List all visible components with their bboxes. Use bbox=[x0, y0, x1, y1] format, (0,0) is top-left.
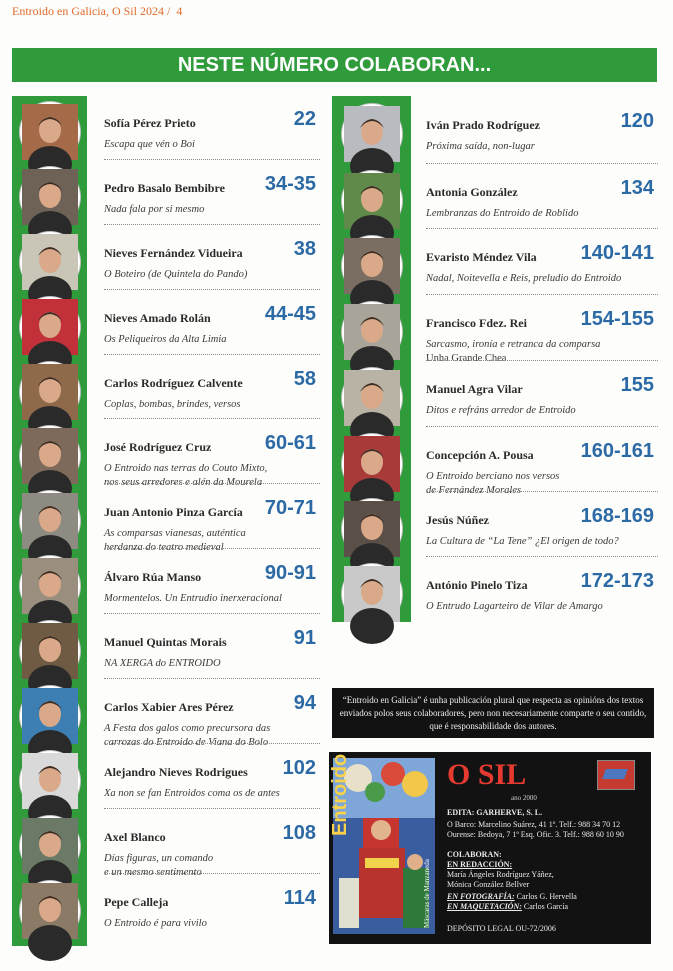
article-title-line: carrozas do Entroido de Viana do Bolo bbox=[104, 737, 269, 748]
dotted-separator bbox=[104, 483, 320, 484]
dotted-separator bbox=[104, 613, 320, 614]
contributor-avatar bbox=[342, 564, 402, 624]
contributor-avatar bbox=[342, 104, 402, 164]
article-title-line: La Cultura de “La Tene” ¿El origen de todo? bbox=[426, 536, 619, 547]
right_column-entry bbox=[350, 430, 656, 494]
dotted-separator bbox=[426, 556, 658, 557]
article-title bbox=[104, 268, 247, 282]
article-title bbox=[426, 140, 535, 154]
article-title bbox=[426, 338, 600, 366]
fotografia-name: Carlos G. Hervella bbox=[516, 892, 577, 901]
page-reference: 155 bbox=[620, 374, 654, 396]
article-title-line: de Fernández Morales bbox=[426, 485, 522, 496]
deposito-legal: DEPÓSITO LEGAL OU-72/2006 bbox=[447, 924, 556, 933]
right_column-entry bbox=[350, 100, 656, 164]
contributor-avatar bbox=[20, 297, 80, 357]
contributor-avatar bbox=[342, 236, 402, 296]
article-title bbox=[426, 207, 578, 221]
left_column-entry bbox=[28, 617, 320, 681]
edita-line: EDITA: GARHERVE, S. L. bbox=[447, 808, 543, 817]
contributor-avatar bbox=[342, 434, 402, 494]
colaboran-heading: COLABORAN: bbox=[447, 850, 502, 859]
contributor-name: Sofía Pérez Prieto bbox=[104, 116, 196, 130]
left_column-entry bbox=[28, 163, 320, 227]
dotted-separator bbox=[104, 678, 320, 679]
contributor-name: Nieves Amado Rolán bbox=[104, 311, 211, 325]
page-reference: 140-141 bbox=[580, 242, 654, 264]
contributors-banner: NESTE NÚMERO COLABORAN... bbox=[12, 48, 657, 82]
article-title-line: O Entroido berciano nos versos bbox=[426, 471, 560, 482]
page-reference: 168-169 bbox=[580, 505, 654, 527]
left_column-entry bbox=[28, 747, 320, 811]
redaccion-label: EN REDACCIÓN: bbox=[447, 860, 513, 869]
article-title-line: A Festa dos galos como precursora das bbox=[104, 723, 271, 734]
dotted-separator bbox=[104, 159, 320, 160]
right_column-entry bbox=[350, 167, 656, 231]
contributor-name: José Rodríguez Cruz bbox=[104, 440, 212, 454]
article-title-line: Unha Grande Chea bbox=[426, 353, 507, 364]
page-reference: 134 bbox=[620, 177, 654, 199]
left_column-entry bbox=[28, 293, 320, 357]
contributor-name: Manuel Quintas Morais bbox=[104, 635, 227, 649]
article-title-line: O Entroido é para vivilo bbox=[104, 918, 207, 929]
contributor-name: Carlos Rodríguez Calvente bbox=[104, 376, 243, 390]
page-reference: 102 bbox=[282, 757, 316, 779]
cover-title: Entroido bbox=[329, 753, 351, 836]
page-reference: 38 bbox=[293, 238, 316, 260]
dotted-separator bbox=[426, 228, 658, 229]
contributor-name: Manuel Agra Vilar bbox=[426, 382, 523, 396]
contributor-name: Álvaro Rúa Manso bbox=[104, 570, 202, 584]
article-title bbox=[104, 138, 195, 152]
article-title bbox=[104, 722, 270, 750]
contributor-name: Pepe Calleja bbox=[104, 895, 169, 909]
dotted-separator bbox=[104, 418, 320, 419]
article-title-line: Xa non se fan Entroidos coma os de antes bbox=[104, 788, 280, 799]
dotted-separator bbox=[104, 808, 320, 809]
page-number: 4 bbox=[176, 4, 183, 18]
article-title-line: Mormentelos. Un Entrudio inerxeracional bbox=[104, 593, 282, 604]
contributor-avatar bbox=[20, 426, 80, 486]
contributor-name: Nieves Fernández Vidueira bbox=[104, 246, 243, 260]
page-reference: 172-173 bbox=[580, 570, 654, 592]
redaccion-line1: María Ángeles Rodríguez Yáñez, bbox=[447, 870, 554, 879]
dotted-separator bbox=[426, 360, 658, 361]
page-reference: 91 bbox=[293, 627, 316, 649]
dotted-separator bbox=[426, 491, 658, 492]
contributor-avatar bbox=[20, 102, 80, 162]
article-title bbox=[426, 600, 603, 614]
address-ourense: Ourense: Bedoya, 7 1º Esq. Ofic. 3. Telf.: 988 60 10 90 bbox=[447, 830, 624, 839]
article-title-line: Próxima saída, non-lugar bbox=[426, 141, 535, 152]
right_column-entry bbox=[350, 495, 656, 559]
running-header: Entroido en Galicia, O Sil 2024 / 4 bbox=[12, 4, 183, 18]
article-title bbox=[104, 333, 227, 347]
right_column-entry bbox=[350, 232, 656, 296]
cover-image bbox=[329, 753, 435, 934]
disclaimer-text: “Entroido en Galicia” é unha publicación plural que respecta as opinións dos textos enviados polos seus colaboradores, pero non necesariamente comparte o seu contido, que é responsabilidade dos autores. bbox=[339, 694, 647, 731]
page-reference: 60-61 bbox=[264, 432, 316, 454]
article-title-line: Sarcasmo, ironía e retranca da comparsa bbox=[426, 339, 601, 350]
left_column-entry bbox=[28, 812, 320, 876]
fotografia-line bbox=[447, 892, 577, 902]
article-title bbox=[426, 535, 619, 549]
article-title-line: Os Peliqueiros da Alta Limia bbox=[104, 334, 227, 345]
dotted-separator bbox=[104, 743, 320, 744]
left_column-entry bbox=[28, 487, 320, 551]
page-reference: 34-35 bbox=[264, 173, 316, 195]
page-reference: 120 bbox=[620, 110, 654, 132]
dotted-separator bbox=[426, 426, 658, 427]
article-title bbox=[104, 592, 282, 606]
page-reference: 94 bbox=[293, 692, 316, 714]
masthead bbox=[329, 752, 651, 944]
page-reference: 90-91 bbox=[264, 562, 316, 584]
article-title-line: e un mesmo sentimento bbox=[104, 867, 202, 878]
dotted-separator bbox=[426, 294, 658, 295]
article-title-line: Escapa que vén o Boi bbox=[104, 139, 195, 150]
article-title bbox=[104, 917, 207, 931]
article-title bbox=[104, 787, 280, 801]
article-title-line: Ditos e refráns arredor de Entroido bbox=[426, 405, 576, 416]
left_column-entry bbox=[28, 877, 320, 941]
contributor-avatar bbox=[20, 167, 80, 227]
maquetacion-line bbox=[447, 902, 568, 912]
contributor-name: Alejandro Nieves Rodrigues bbox=[104, 765, 248, 779]
left_column-entry bbox=[28, 358, 320, 422]
left_column-entry bbox=[28, 228, 320, 292]
article-title-line: Días figuras, un comando bbox=[104, 853, 214, 864]
article-title bbox=[104, 657, 221, 671]
article-title bbox=[426, 272, 621, 286]
contributor-avatar bbox=[20, 881, 80, 941]
page-reference: 22 bbox=[293, 108, 316, 130]
contributor-avatar bbox=[20, 816, 80, 876]
dotted-separator bbox=[104, 354, 320, 355]
dotted-separator bbox=[426, 163, 658, 164]
cover-subtitle: Máscaras de Manzaneda bbox=[423, 859, 431, 928]
left_column-entry bbox=[28, 422, 320, 486]
article-title-line: NA XERGA do ENTROIDO bbox=[104, 658, 221, 669]
article-title-line: Lembranzas do Entroido de Roblido bbox=[426, 208, 579, 219]
article-title-line: As comparsas vianesas, auténtica bbox=[104, 528, 246, 539]
contributor-avatar bbox=[20, 362, 80, 422]
contributor-name: Francisco Fdez. Rei bbox=[426, 316, 527, 330]
article-title bbox=[426, 470, 559, 498]
contributor-name: Juan Antonio Pinza García bbox=[104, 505, 243, 519]
page-reference: 70-71 bbox=[264, 497, 316, 519]
contributor-name: Pedro Basalo Bembibre bbox=[104, 181, 225, 195]
contributor-avatar bbox=[20, 621, 80, 681]
contributor-name: Axel Blanco bbox=[104, 830, 166, 844]
article-title bbox=[104, 203, 204, 217]
article-title-line: O Boteiro (de Quintela do Pando) bbox=[104, 269, 248, 280]
contributor-name: Jesús Núñez bbox=[426, 513, 490, 527]
year-label: ano 2000 bbox=[511, 794, 537, 802]
article-title-line: Nadal, Noitevella e Reis, preludio do Entroido bbox=[426, 273, 622, 284]
page-reference: 114 bbox=[283, 887, 316, 909]
article-title bbox=[104, 398, 241, 412]
fotografia-label: EN FOTOGRAFÍA: bbox=[447, 892, 515, 901]
left_column-entry bbox=[28, 98, 320, 162]
right_column-entry bbox=[350, 298, 656, 362]
dotted-separator bbox=[104, 873, 320, 874]
article-title-line: Coplas, bombas, brindes, versos bbox=[104, 399, 241, 410]
disclaimer-box bbox=[332, 688, 654, 738]
contributor-avatar bbox=[342, 302, 402, 362]
right_column-entry bbox=[350, 560, 656, 624]
redaccion-line2: Mónica González Bellver bbox=[447, 880, 530, 889]
page-reference: 154-155 bbox=[580, 308, 654, 330]
article-title bbox=[104, 462, 267, 490]
article-title bbox=[104, 852, 213, 880]
address-barco: O Barco: Marcelino Suárez, 41 1º. Telf.: 988 34 70 12 bbox=[447, 820, 621, 829]
maquetacion-name: Carlos García bbox=[523, 902, 569, 911]
page-reference: 58 bbox=[293, 368, 316, 390]
article-title-line: Nada fala por si mesmo bbox=[104, 204, 205, 215]
contributor-avatar bbox=[20, 686, 80, 746]
article-title-line: O Entrudo Lagarteiro de Vilar de Amargo bbox=[426, 601, 603, 612]
contributor-avatar bbox=[342, 171, 402, 231]
contributor-name: Concepción A. Pousa bbox=[426, 448, 534, 462]
dotted-separator bbox=[104, 548, 320, 549]
contributor-avatar bbox=[20, 751, 80, 811]
article-title bbox=[104, 527, 246, 555]
maquetacion-label: EN MAQUETACIÓN: bbox=[447, 902, 522, 911]
page-reference: 44-45 bbox=[264, 303, 316, 325]
osil-title: O SIL bbox=[447, 758, 527, 791]
contributor-name: Carlos Xabier Ares Pérez bbox=[104, 700, 234, 714]
contributor-avatar bbox=[20, 556, 80, 616]
article-title-line: nos seus arredores e alén da Mourela bbox=[104, 477, 263, 488]
contributor-avatar bbox=[20, 491, 80, 551]
article-title-line: herdanza do teatro medieval bbox=[104, 542, 224, 553]
page-reference: 160-161 bbox=[580, 440, 654, 462]
contributor-avatar bbox=[342, 499, 402, 559]
dotted-separator bbox=[104, 289, 320, 290]
dotted-separator bbox=[104, 224, 320, 225]
right_column-entry bbox=[350, 364, 656, 428]
page-reference: 108 bbox=[282, 822, 316, 844]
contributor-name: Antonia González bbox=[426, 185, 518, 199]
article-title-line: O Entroido nas terras do Couto Mixto, bbox=[104, 463, 268, 474]
contributor-avatar bbox=[342, 368, 402, 428]
contributor-name: António Pinelo Tiza bbox=[426, 578, 528, 592]
article-title bbox=[426, 404, 576, 418]
contributor-avatar bbox=[20, 232, 80, 292]
publication-name: Entroido en Galicia, O Sil 2024 bbox=[12, 4, 164, 18]
publisher-logo-icon bbox=[597, 760, 635, 790]
contributor-name: Iván Prado Rodríguez bbox=[426, 118, 540, 132]
left_column-entry bbox=[28, 682, 320, 746]
contributor-name: Evaristo Méndez Vila bbox=[426, 250, 537, 264]
left_column-entry bbox=[28, 552, 320, 616]
